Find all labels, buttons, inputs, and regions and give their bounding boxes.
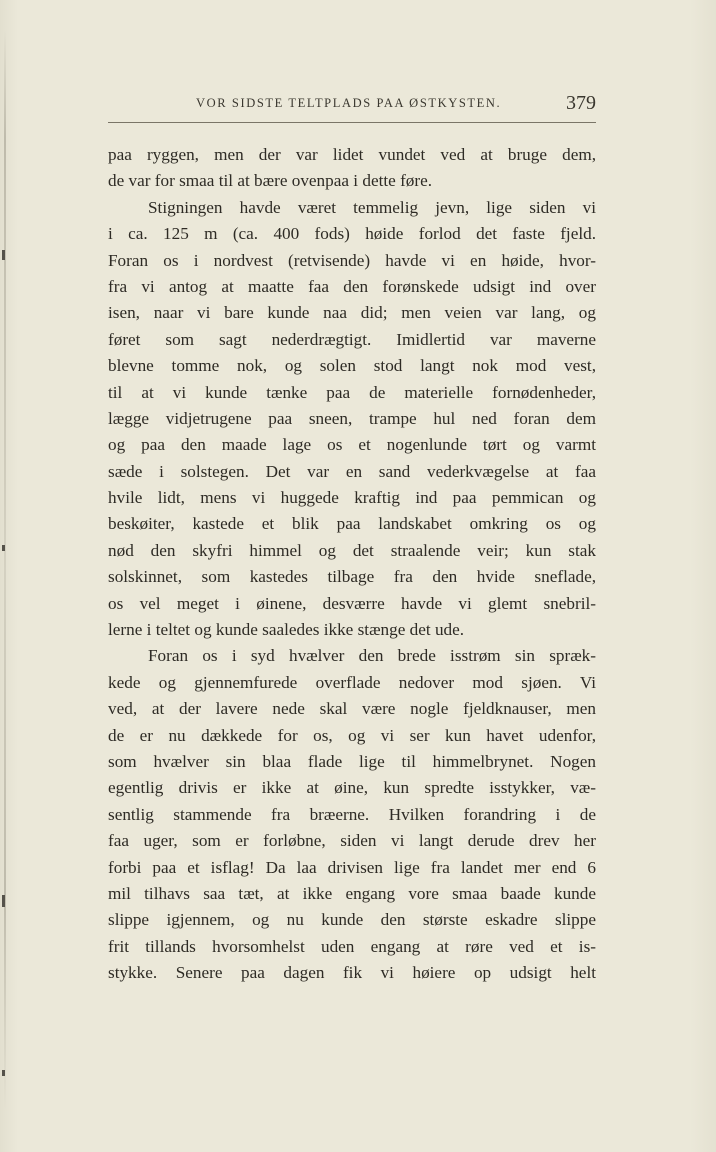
text-line: i ca. 125 m (ca. 400 fods) høide forlod det faste fjeld.	[108, 224, 596, 244]
running-head: VOR SIDSTE TELTPLADS PAA ØSTKYSTEN.	[196, 96, 502, 110]
text-line: lægge vidjetrugene paa sneen, trampe hul ned foran dem	[108, 408, 596, 428]
margin-mark	[2, 895, 5, 907]
page-number: 379	[566, 92, 596, 114]
text-line: de er nu dækkede for os, og vi ser kun havet udenfor,	[108, 725, 596, 745]
text-line: nød den skyfri himmel og det straalende veir; kun stak	[108, 540, 596, 560]
text-line: de var for smaa til at bære ovenpaa i dette føre.	[108, 171, 433, 191]
text-line: Foran os i syd hvælver den brede isstrøm sin spræk-	[148, 646, 596, 666]
page-gutter-shadow	[4, 30, 6, 1110]
text-line: faa uger, som er forløbne, siden vi langt derude drev her	[108, 831, 596, 851]
text-line: isen, naar vi bare kunde naa did; men veien var lang, og	[108, 303, 596, 323]
text-line: sæde i solstegen. Det var en sand vederkvægelse at faa	[108, 461, 596, 481]
text-line: Foran os i nordvest (retvisende) havde vi en høide, hvor-	[108, 250, 596, 270]
text-line: solskinnet, som kastedes tilbage fra den hvide sneflade,	[108, 567, 596, 587]
text-line: frit tillands hvorsomhelst uden engang at røre ved et is-	[108, 936, 596, 956]
text-line: stykke. Senere paa dagen fik vi høiere op udsigt helt	[108, 963, 596, 983]
margin-mark	[2, 1070, 5, 1076]
header-rule	[108, 122, 596, 123]
text-line: forbi paa et isflag! Da laa drivisen lige fra landet mer end 6	[108, 857, 596, 877]
text-line: hvile lidt, mens vi huggede kraftig ind paa pemmican og	[108, 488, 596, 508]
text-line: slippe igjennem, og nu kunde den største eskadre slippe	[108, 910, 596, 930]
text-line: ved, at der lavere nede skal være nogle fjeldknauser, men	[108, 699, 596, 719]
text-line: som hvælver sin blaa flade lige til himmelbrynet. Nogen	[108, 751, 596, 771]
text-line: mil tilhavs saa tæt, at ikke engang vore smaa baade kunde	[108, 883, 596, 903]
text-line: til at vi kunde tænke paa de materielle fornødenheder,	[108, 382, 596, 402]
text-line: Stigningen havde været temmelig jevn, lige siden vi	[148, 197, 596, 217]
text-line: beskøiter, kastede et blik paa landskabet omkring os og	[108, 514, 596, 534]
text-line: lerne i teltet og kunde saaledes ikke stænge det ude.	[108, 620, 465, 640]
text-line: fra vi antog at maatte faa den forønskede udsigt ind over	[108, 276, 596, 296]
text-line: og paa den maade lage os et nogenlunde tørt og varmt	[108, 435, 596, 455]
page-header	[196, 94, 596, 120]
text-line: sentlig stammende fra bræerne. Hvilken forandring i de	[108, 804, 596, 824]
margin-mark	[2, 545, 5, 551]
text-line: os vel meget i øinene, desværre havde vi glemt snebril-	[108, 593, 596, 613]
text-line: kede og gjennemfurede overflade nedover mod sjøen. Vi	[108, 672, 596, 692]
text-line: paa ryggen, men der var lidet vundet ved at bruge dem,	[108, 145, 596, 164]
text-line: føret som sagt nederdrægtigt. Imidlertid var maverne	[108, 329, 596, 349]
text-line: egentlig drivis er ikke at øine, kun spredte isstykker, væ-	[108, 778, 596, 798]
text-line: blevne tomme nok, og solen stod langt nok mod vest,	[108, 356, 596, 376]
margin-mark	[2, 250, 5, 260]
body-text	[108, 142, 596, 987]
